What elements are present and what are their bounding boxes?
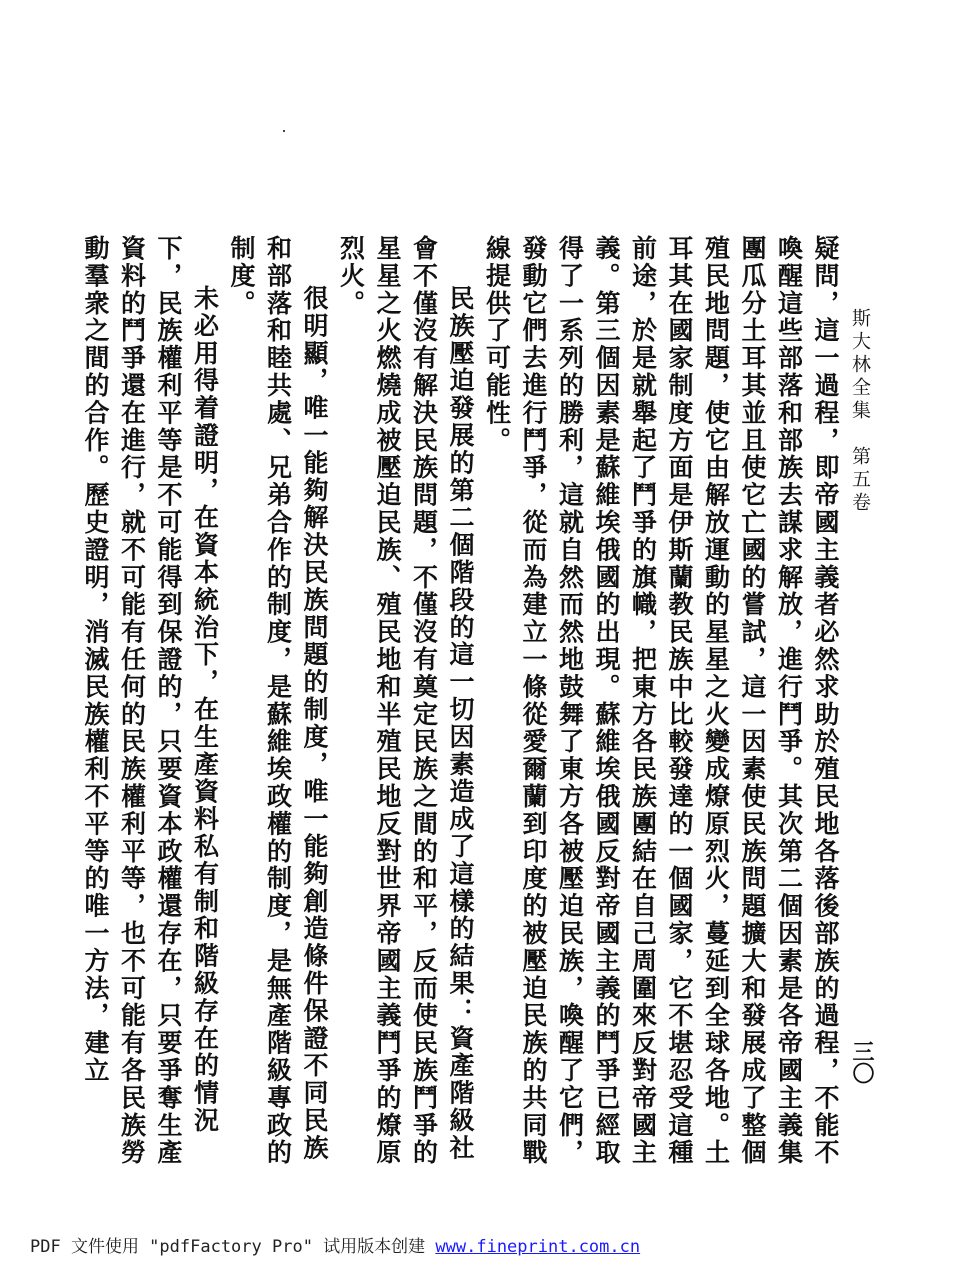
running-header: 斯大林全集 第五卷 [849,308,871,515]
paragraph-1: 疑問，這一過程，即帝國主義者必然求助於殖民地各落後部族的過程，不能不喚醒這些部落和部族去謀求解放，進行鬥爭。其次第二個因素是各帝國主義集團瓜分土耳其並且使它亡國的嘗試，這一因素使民族問題擴大和發展成了整個殖民地問題，使它由解放運動的星星之火變成燎原烈火，蔓延到全球各地。土耳其在國家制度方面是伊斯蘭教民族中比較發達的一個國家，它不堪忍受這種前途，於是就舉起了鬥爭的旗幟，把東方各民族團結在自己周圍來反對帝國主義。第三個因素是蘇維埃俄國的出現。蘇維埃俄國反對帝國主義的鬥爭已經取得了一系列的勝利，這就自然而然地鼓舞了東方各被壓迫民族，喚醒了它們，發動它們去進行鬥爭，從而為建立一條從愛爾蘭到印度的被壓迫民族的共同戰線提供了可能性。 [482,235,840,1167]
scan-speck [283,130,285,132]
paragraph-2: 民族壓迫發展的第二個階段的這一切因素造成了這樣的結果：資產階級社會不僅沒有解決民族問題，不僅沒有奠定民族之間的和平，反而使民族鬥爭的星星之火燃燒成被壓迫民族、殖民地和半殖民地反對世界帝國主義鬥爭的燎原烈火。 [336,235,475,1167]
pdf-footer [30,1232,640,1257]
paragraph-3: 很明顯，唯一能夠解決民族問題的制度，唯一能夠創造條件保證不同民族和部落和睦共處、兄弟合作的制度，是蘇維埃政權的制度，是無產階級專政的制度。 [227,235,329,1167]
page-number: 三〇 [849,1040,875,1084]
footer-text: PDF 文件使用 "pdfFactory Pro" 试用版本创建 [30,1237,436,1257]
footer-link[interactable]: www.fineprint.com.cn [435,1237,641,1257]
paragraph-4: 未必用得着證明，在資本統治下，在生產資料私有制和階級存在的情況下，民族權利平等是不可能得到保證的，只要資本政權還存在，只要爭奪生產資料的鬥爭還在進行，就不可能有任何的民族權利平等，也不可能有各民族勞動羣衆之間的合作。歷史證明，消滅民族權利不平等的唯一方法，建立 [81,235,220,1167]
body-text [81,235,843,1175]
